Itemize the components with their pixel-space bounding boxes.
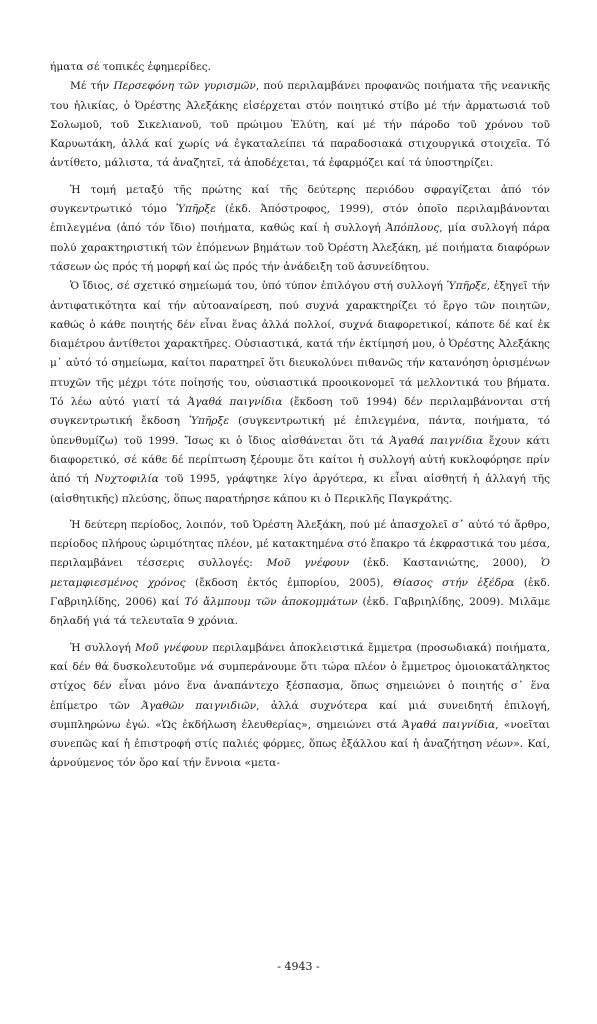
italic-title: Μοῦ γνέφουν — [266, 557, 350, 570]
text-run: , μία συλλογή πάρα πολύ χαρακτηριστική τῶν ἑπόμενων βημάτων τοῦ Ὀρέστη Ἀλεξάκη, μέ ποιήματα διαφόρων τάσεων ὡς πρός τή μορφή καί ὡς πρός τήν ἀνάδειξη τοῦ ἀσυνείδητου. — [50, 222, 550, 273]
text-run: (ἐκδ. Ἀπόστροφος, 1999), στόν ὁποῖο περιλαμβάνονται ἐπιλεγμένα (ἀπό τόν ἴδιο) ποιήματα, καθώς καί ἡ συλλογή — [50, 203, 550, 235]
italic-title: Μοῦ γνέφουν — [135, 641, 209, 654]
italic-title: Θίασος στήν ἐξέδρα — [393, 576, 515, 589]
text-run: (συγκεντρωτική μέ ἐπιλεγμένα, πάντα, ποιήματα, τό ὑπενθυμίζω) τοῦ 1999. Ἴσως κι ὁ ἴδιος αἰσθάνεται ὅτι τά — [50, 415, 550, 447]
paragraph — [50, 77, 550, 173]
text-run: , ἀλλά συχνότερα καί μιά συνειδητή ἐπιλογή, συμπληρώνω ἐγώ. «Ὡς ἐκδήλωση ἐλευθερίας», σημειώνει στά — [50, 699, 551, 731]
paragraph — [50, 277, 550, 509]
italic-title: Ὑπῆρξε — [188, 415, 230, 428]
italic-title: Ὑπῆρξε — [446, 280, 487, 293]
paragraph — [50, 516, 550, 632]
italic-title: Ὁ μεταμφιεσμένος χρόνος — [50, 557, 551, 589]
text-run: , πού περιλαμβάνει προφανῶς ποιήματα τῆς νεανικῆς του ἡλικίας, ὁ Ὀρέστης Ἀλεξάκης εἰσέρχεται στόν ποιητικό στίβο μέ τήν ἁρματωσιά τοῦ Σολωμοῦ, τοῦ Σικελιανοῦ, τοῦ πρώιμου Ἐλύτη, καί μέ τήν πάροδο τοῦ χρόνου τοῦ Καρυωτάκη, ἀλλά καί χωρίς νά ἐγκαταλείπει τά παραδοσιακά στιχουργικά στοιχεῖα. Τό ἀντίθετο, μάλιστα, τά ἀναζητεῖ, τά ἀποδέχεται, τά ἐφαρμόζει καί τά ὑποστηρίζει. — [50, 80, 551, 170]
text-run: τοῦ 1995, γράφτηκε λίγο ἀργότερα, κι εἶναι αἰσθητή ἡ ἀλλαγή τῆς (αἰσθητικῆς) πλεύσης, ὅπως παρατήρησε κάπου κι ὁ Περικλῆς Παγκράτης. — [50, 473, 550, 505]
text-run: (ἐκδ. Γαβριηλίδης, 2006) καί — [50, 576, 551, 609]
text-run: (ἐκδ. Γαβριηλίδης, 2009). Μιλᾶμε δηλαδή γιά τά τελευταῖα 9 χρόνια. — [50, 596, 550, 628]
text-run: (ἔκδοση ἐκτός ἐμπορίου, 2005), — [185, 576, 394, 589]
text-run: Ἡ δεύτερη περίοδος, λοιπόν, τοῦ Ὀρέστη Ἀλεξάκη, πού μέ ἀπασχολεῖ σ᾽ αὐτό τό ἄρθρο, περίοδος πλήρους ὡριμότητας πλέον, μέ κατακτημένα στό ἔπακρο τά ἐκφραστικά του μέσα, περιλαμβάνει τέσσερις συλλογές: — [50, 518, 550, 570]
italic-title: Νυχτοφιλία — [94, 473, 159, 486]
italic-title: Ἀγαθῶν παιγνιδιῶν — [141, 699, 257, 712]
text-run: Μέ τήν — [70, 80, 114, 93]
text-run: ήματα σέ τοπικές ἐφημερίδες. — [50, 61, 211, 73]
italic-title: Τό ἄλμπουμ τῶν ἀποκομμάτων — [184, 596, 358, 609]
page-number: - 4943 - — [277, 960, 320, 973]
body-text — [50, 58, 550, 774]
paragraph — [50, 639, 550, 774]
text-run: , ἐξηγεῖ τήν ἀντιφατικότητα καί τήν αὐτοαναίρεση, πού συχνά χαρακτηρίζει τό ἔργο τῶν ποιητῶν, καθώς ὁ κάθε ποιητής δέν εἶναι ἕνας ἀλλά πολλοί, συχνά διαφορετικοί, κάποτε δέ καί ἐκ διαμέτρου ἀντίθετοι χαρακτῆρες. Οὐσιαστικά, κατά τήν ἐκτίμησή μου, ὁ Ὀρέστης Ἀλεξάκης μ᾽ αὐτό τό σημείωμα, καίτοι παρατηρεῖ ὅτι διευκολύνει πιθανῶς τήν κατανόηση ὁρισμένων πτυχῶν τῆς μέχρι τότε ποίησής του, οὐσιαστικά προοικονομεῖ τά μελλοντικά του βήματα. Τό λέω αὐτό γιατί τά — [50, 280, 551, 409]
italic-title: Περσεφόνη τῶν γυρισμῶν — [113, 80, 256, 93]
paragraph — [50, 181, 550, 277]
text-run: Ἡ τομή μεταξύ τῆς πρώτης καί τῆς δεύτερης περιόδου σφραγίζεται ἀπό τόν συγκεντρωτικό τόμο — [50, 183, 550, 216]
paragraph — [50, 58, 550, 77]
text-run: , «νοεῖται συνεπῶς καί ἡ ἐπιστροφή στίς παλιές φόρμες, ὅπως ἐξάλλου καί ἡ ἀναζήτηση νέων». Καί, ἀρνούμενος τόν ὅρο καί τήν ἔννοια «μετα- — [50, 718, 551, 770]
italic-title: Ἀπόπλους — [385, 222, 440, 235]
text-run: (ἔκδοση τοῦ 1994) δέν περιλαμβάνονται στή συγκεντρωτική ἔκδοση — [50, 396, 550, 428]
italic-title: Ἀγαθά παιγνίδια — [402, 718, 496, 731]
text-run: Ἡ συλλογή — [70, 641, 136, 654]
italic-title: Ἀγαθά παιγνίδια — [187, 396, 283, 409]
text-run: Ὁ ἴδιος, σέ σχετικό σημείωμά του, ὑπό τύπον ἐπιλόγου στή συλλογή — [70, 280, 447, 293]
text-run: (ἐκδ. Καστανιώτης, 2000), — [349, 557, 541, 570]
text-run: ἔχουν κάτι διαφορετικό, σέ κάθε δέ περίπτωση ξέρουμε ὅτι καίτοι ἡ συλλογή αὐτή κυκλοφόρησε πρίν ἀπό τή — [50, 434, 551, 486]
italic-title: Ὑπῆρξε — [175, 203, 216, 216]
italic-title: Ἀγαθά παιγνίδια — [389, 434, 484, 447]
text-run: περιλαμβάνει ἀποκλειστικά ἔμμετρα (προσωδιακά) ποιήματα, καί δέν θά δυσκολευτοῦμε νά συμπεράνουμε ὅτι τώρα πλέον ὁ ἔμμετρος ὁμοιοκατάληκτος στίχος δέν εἶναι μόνο ἕνα ἀναπάντεχο ξέσπασμα, ὅπως σημειώνει ὁ ποιητής σ᾽ ἕνα ἐπίμετρο τῶν — [50, 641, 551, 712]
